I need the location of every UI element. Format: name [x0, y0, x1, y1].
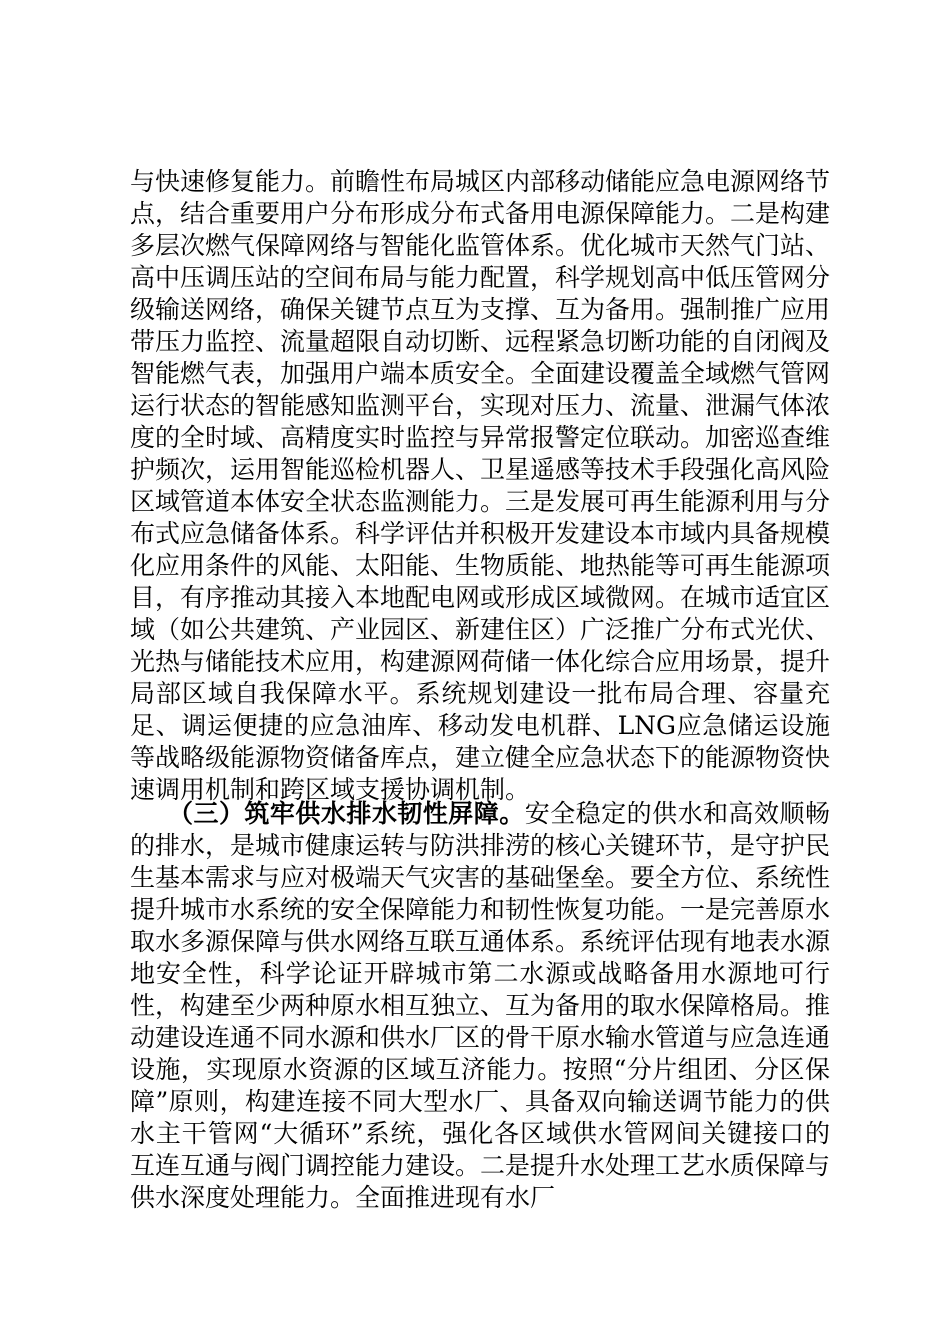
section-heading: （三）筑牢供水排水韧性屏障。	[168, 799, 525, 828]
body-paragraph	[130, 166, 830, 806]
section-paragraph	[130, 798, 830, 1214]
paragraph-text: 与快速修复能力。前瞻性布局城区内部移动储能应急电源网络节点，结合重要用户分布形成分布式备用电源保障能力。二是构建多层次燃气保障网络与智能化监管体系。优化城市天然气门站、高中压调压站的空间布局与能力配置，科学规划高中低压管网分级输送网络，确保关键节点互为支撑、互为备用。强制推广应用带压力监控、流量超限自动切断、远程紧急切断功能的自闭阀及智能燃气表，加强用户端本质安全。全面建设覆盖全域燃气管网运行状态的智能感知监测平台，实现对压力、流量、泄漏气体浓度的全时域、高精度实时监控与异常报警定位联动。加密巡查维护频次，运用智能巡检机器人、卫星遥感等技术手段强化高风险区域管道本体安全状态监测能力。三是发展可再生能源利用与分布式应急储备体系。科学评估并积极开发建设本市域内具备规模化应用条件的风能、太阳能、生物质能、地热能等可再生能源项目，有序推动其接入本地配电网或形成区域微网。在城市适宜区域（如公共建筑、产业园区、新建住区）广泛推广分布式光伏、光热与储能技术应用，构建源网荷储一体化综合应用场景，提升局部区域自我保障水平。系统规划建设一批布局合理、容量充足、调运便捷的应急油库、移动发电机群、LNG应急储运设施等战略级能源物资储备库点，建立健全应急状态下的能源物资快速调用机制和跨区域支援协调机制。	[130, 167, 831, 804]
paragraph-text: 安全稳定的供水和高效顺畅的排水，是城市健康运转与防洪排涝的核心关键环节，是守护民生基本需求与应对极端天气灾害的基础堡垒。要全方位、系统性提升城市水系统的安全保障能力和韧性恢复功能。一是完善原水取水多源保障与供水网络互联互通体系。系统评估现有地表水源地安全性，科学论证开辟城市第二水源或战略备用水源地可行性，构建至少两种原水相互独立、互为备用的取水保障格局。推动建设连通不同水源和供水厂区的骨干原水输水管道与应急连通设施，实现原水资源的区域互济能力。按照“分片组团、分区保障”原则，构建连接不同大型水厂、具备双向输送调节能力的供水主干管网“大循环”系统，强化各区域供水管网间关键接口的互连互通与阀门调控能力建设。二是提升水处理工艺水质保障与供水深度处理能力。全面推进现有水厂	[130, 799, 831, 1212]
paragraph-content	[130, 798, 830, 1214]
